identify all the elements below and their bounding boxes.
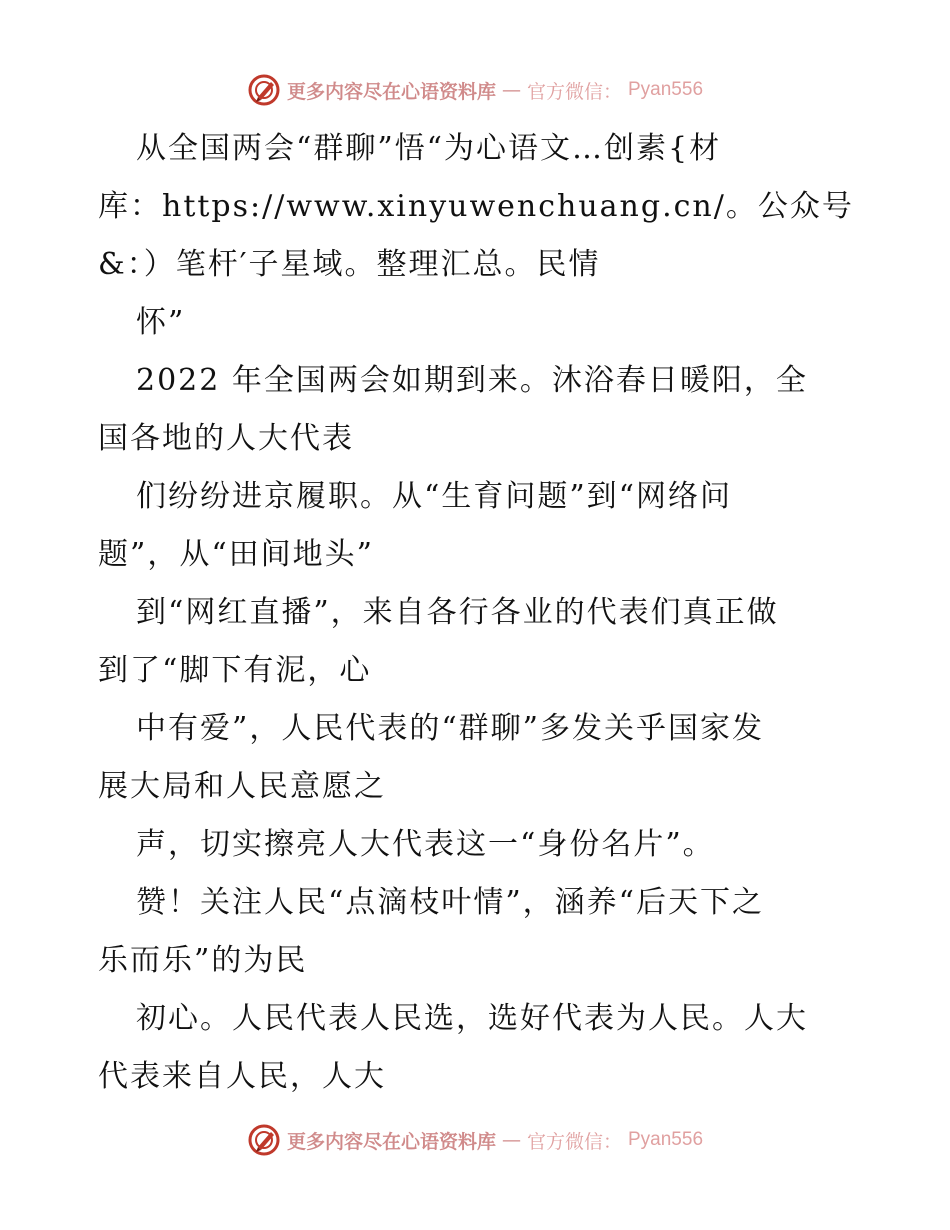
header-wechat-label: 官方微信： [526,80,622,103]
footer-wechat-label: 官方微信： [526,1130,622,1153]
text-line: 怀” [136,305,186,340]
document-body [98,120,868,1106]
text-line: 展大局和人民意愿之 [98,769,386,804]
text-line: 初心。人民代表人民选，选好代表为人民。人大 [136,1001,808,1036]
header-brand-text: 更多内容尽在心语资料库 [286,80,496,103]
text-line: &：）笔杆′子星域。整理汇总。民情 [98,247,601,282]
footer-wechat-id: Pyan556 [628,1129,704,1150]
text-line: 赞！关注人民“点滴枝叶情”，涵养“后天下之 [136,885,765,920]
footer-banner [0,1120,950,1160]
footer-brand-text: 更多内容尽在心语资料库 [286,1130,496,1153]
text-line: 从全国两会“群聊”悟“为心语文…创素{材 [136,131,722,166]
text-line: 国各地的人大代表 [98,421,354,456]
text-line: 到“网红直播”，来自各行各业的代表们真正做 [136,595,779,630]
text-line: 中有爱”，人民代表的“群聊”多发关乎国家发 [136,711,765,746]
text-line: 库：https://www.xinyuwenchuang.cn/。公众号 [98,189,854,224]
text-line: 声，切实擦亮人大代表这一“身份名片”。 [136,827,715,862]
header-banner [0,70,950,110]
brand-logo-icon [247,73,281,107]
brand-logo-icon [247,1123,281,1157]
header-dash: — [501,79,521,101]
text-line: 乐而乐”的为民 [98,943,308,978]
text-line: 题”，从“田间地头” [98,537,375,572]
text-line: 到了“脚下有泥，心 [98,653,372,688]
footer-dash: — [501,1129,521,1151]
text-line: 们纷纷进京履职。从“生育问题”到“网络问 [136,479,733,514]
header-wechat-id: Pyan556 [628,79,704,100]
text-line: 2022 年全国两会如期到来。沐浴春日暖阳，全 [136,363,808,398]
text-line: 代表来自人民，人大 [98,1059,386,1094]
